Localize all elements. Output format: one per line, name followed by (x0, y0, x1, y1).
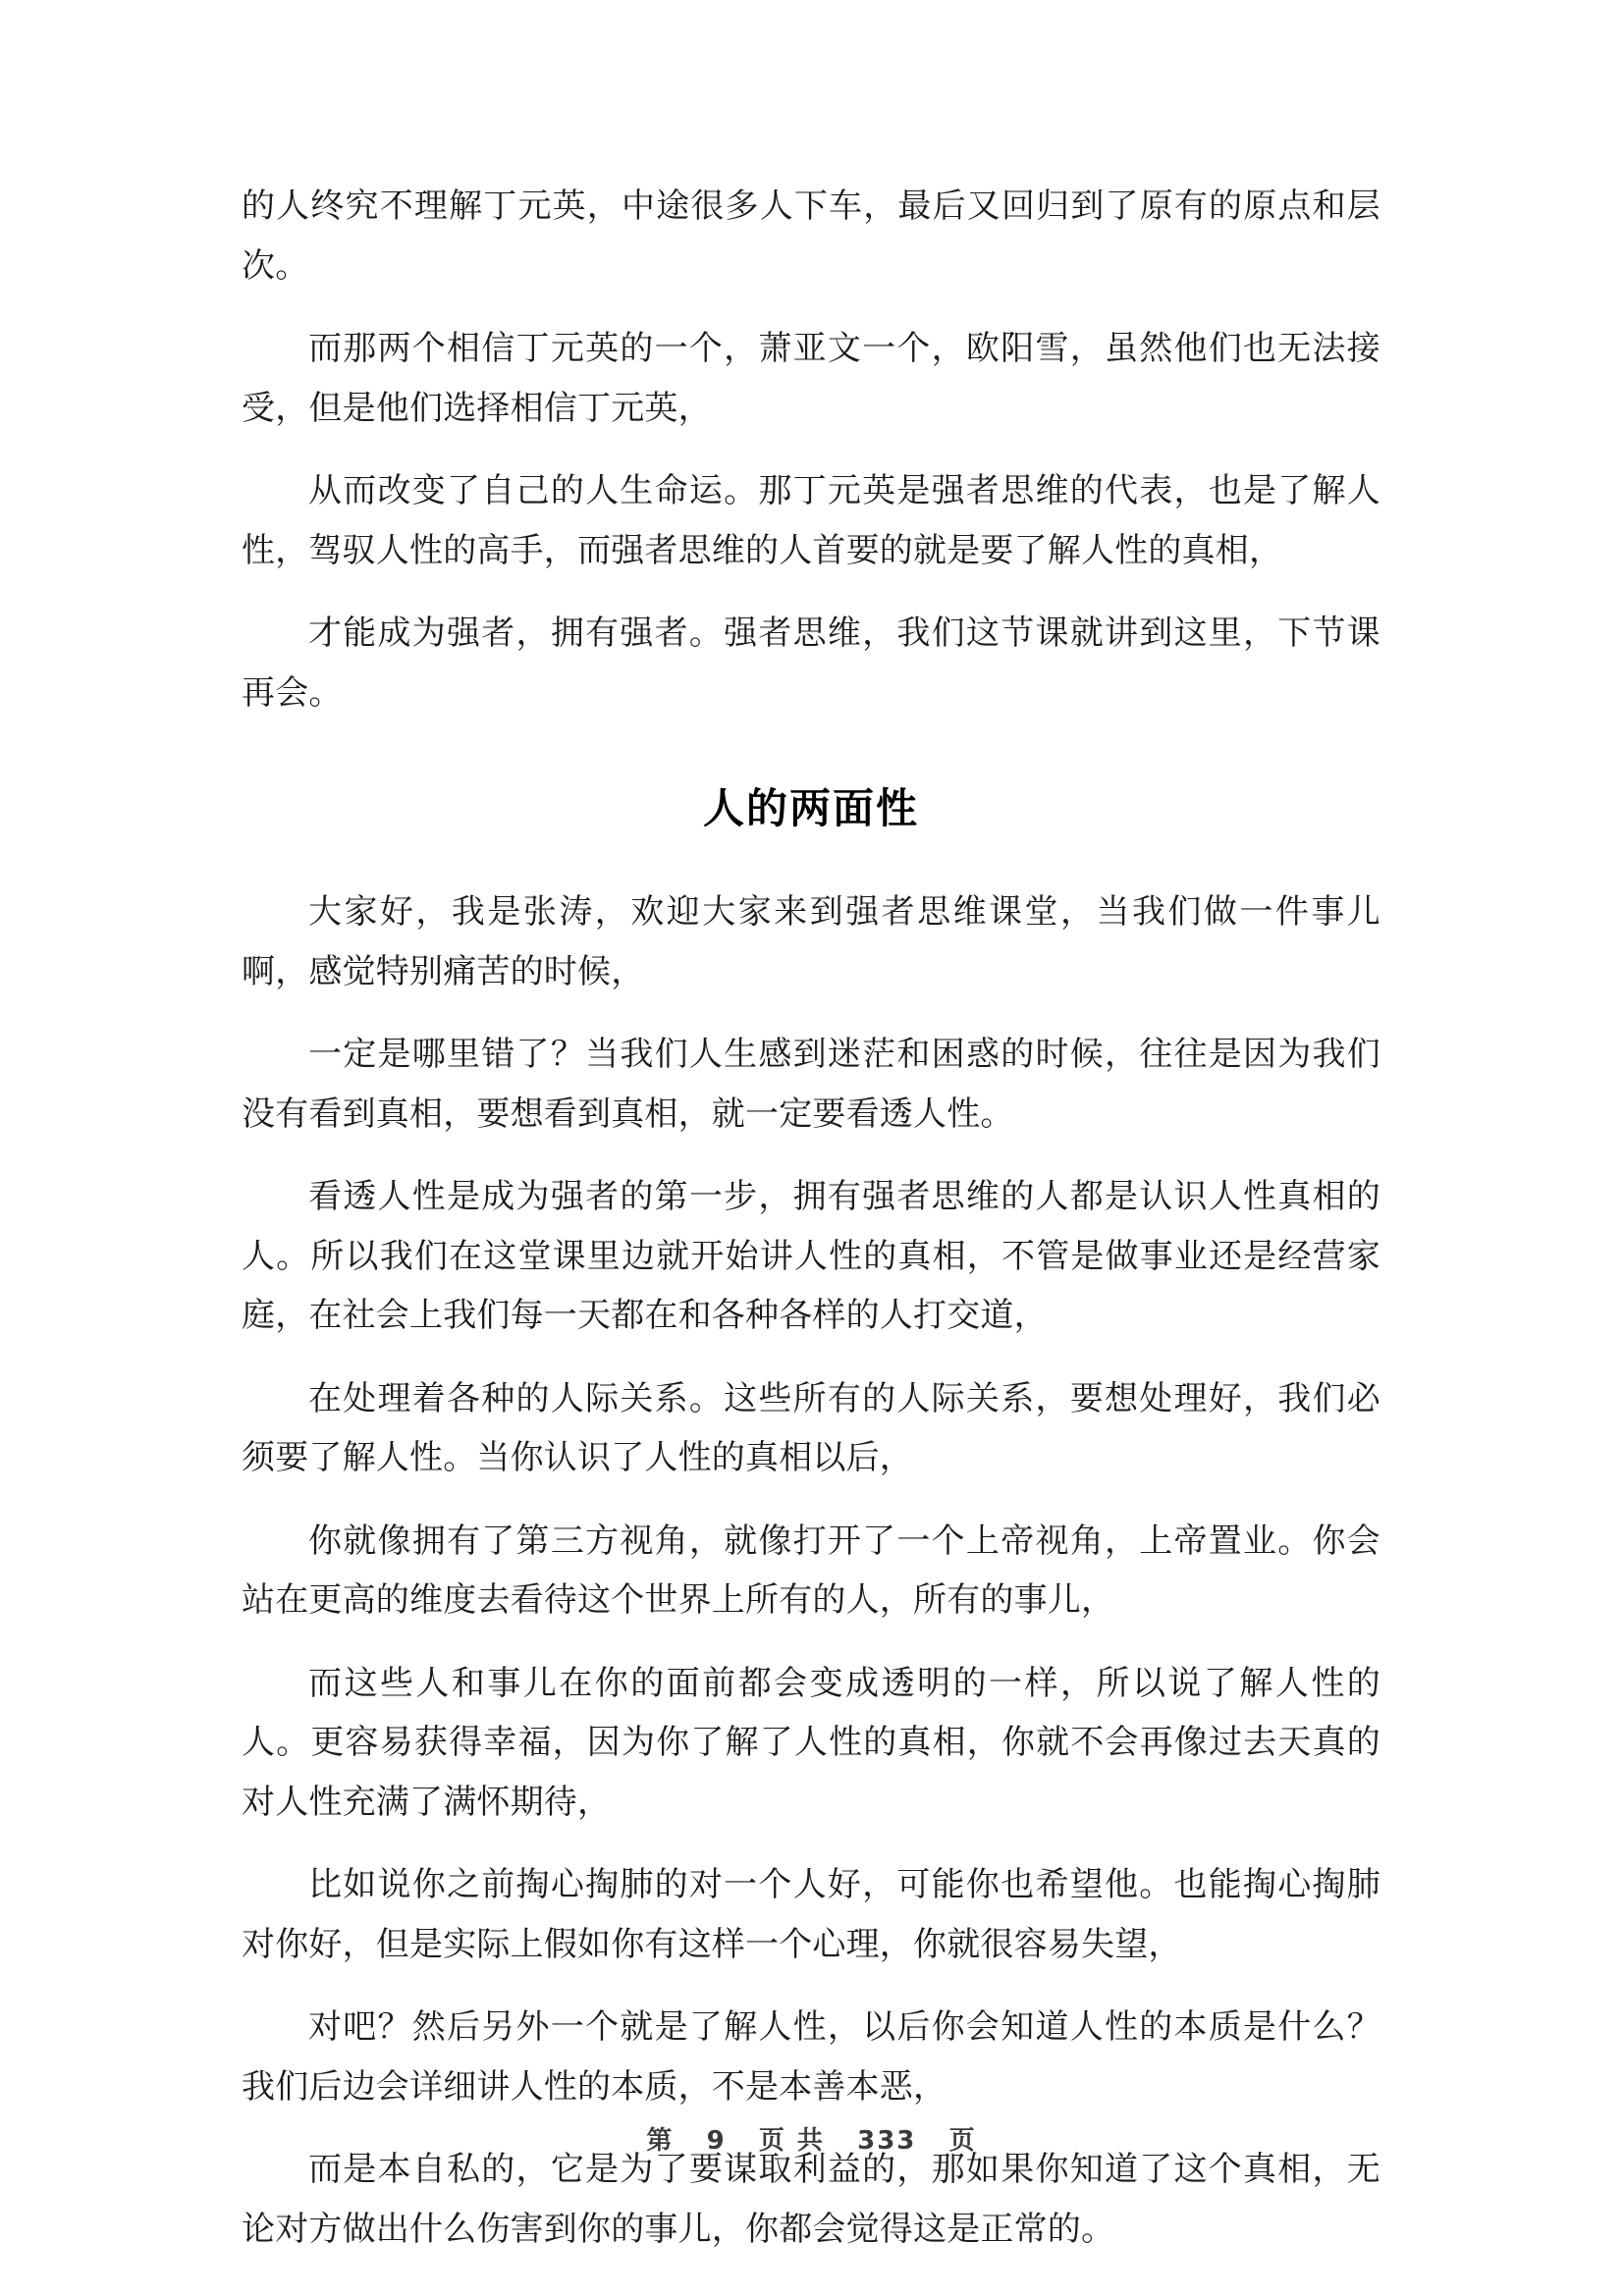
paragraph: 而是本自私的，它是为了要谋取利益的，那如果你知道了这个真相，无论对方做出什么伤害到你的事儿，你都会觉得这是正常的。 (242, 2150, 1380, 2249)
footer-total-pages: 333 (857, 2126, 917, 2156)
paragraph: 而那两个相信丁元英的一个，萧亚文一个，欧阳雪，虽然他们也无法接受，但是他们选择相信丁元英， (242, 329, 1380, 428)
section-heading: 人的两面性 (702, 784, 919, 833)
page-content (242, 177, 1380, 2282)
paragraph: 比如说你之前掏心掏肺的对一个人好，可能你也希望他。也能掏心掏肺对你好，但是实际上假如你有这样一个心理，你就很容易失望， (242, 1865, 1380, 1964)
paragraph: 你就像拥有了第三方视角，就像打开了一个上帝视角，上帝置业。你会站在更高的维度去看待这个世界上所有的人，所有的事儿， (242, 1521, 1380, 1621)
paragraph: 从而改变了自己的人生命运。那丁元英是强者思维的代表，也是了解人性，驾驭人性的高手，而强者思维的人首要的就是要了解人性的真相， (242, 471, 1380, 570)
footer-of-label: 页 共 (758, 2126, 825, 2156)
paragraph: 对吧？然后另外一个就是了解人性，以后你会知道人性的本质是什么？我们后边会详细讲人性的本质，不是本善本恶， (242, 2007, 1380, 2107)
paragraph: 而这些人和事儿在你的面前都会变成透明的一样，所以说了解人性的人。更容易获得幸福，因为你了解了人性的真相，你就不会再像过去天真的对人性充满了满怀期待， (242, 1663, 1380, 1822)
footer-page-label: 第 (646, 2126, 675, 2156)
paragraph-continuation: 的人终究不理解丁元英，中途很多人下车，最后又回归到了原有的原点和层次。 (242, 187, 1380, 286)
paragraph: 才能成为强者，拥有强者。强者思维，我们这节课就讲到这里，下节课再会。 (242, 614, 1380, 713)
paragraph: 一定是哪里错了？当我们人生感到迷茫和困惑的时候，往往是因为我们没有看到真相，要想看到真相，就一定要看透人性。 (242, 1035, 1380, 1134)
page-footer (0, 2120, 1623, 2157)
footer-unit-label: 页 (948, 2126, 977, 2156)
footer-page-number: 9 (706, 2126, 727, 2156)
paragraph: 在处理着各种的人际关系。这些所有的人际关系，要想处理好，我们必须要了解人性。当你认识了人性的真相以后， (242, 1378, 1380, 1478)
paragraph: 大家好，我是张涛，欢迎大家来到强者思维课堂，当我们做一件事儿啊，感觉特别痛苦的时候， (242, 892, 1380, 991)
paragraph: 看透人性是成为强者的第一步，拥有强者思维的人都是认识人性真相的人。所以我们在这堂课里边就开始讲人性的真相，不管是做事业还是经营家庭，在社会上我们每一天都在和各种各样的人打交道， (242, 1177, 1380, 1336)
